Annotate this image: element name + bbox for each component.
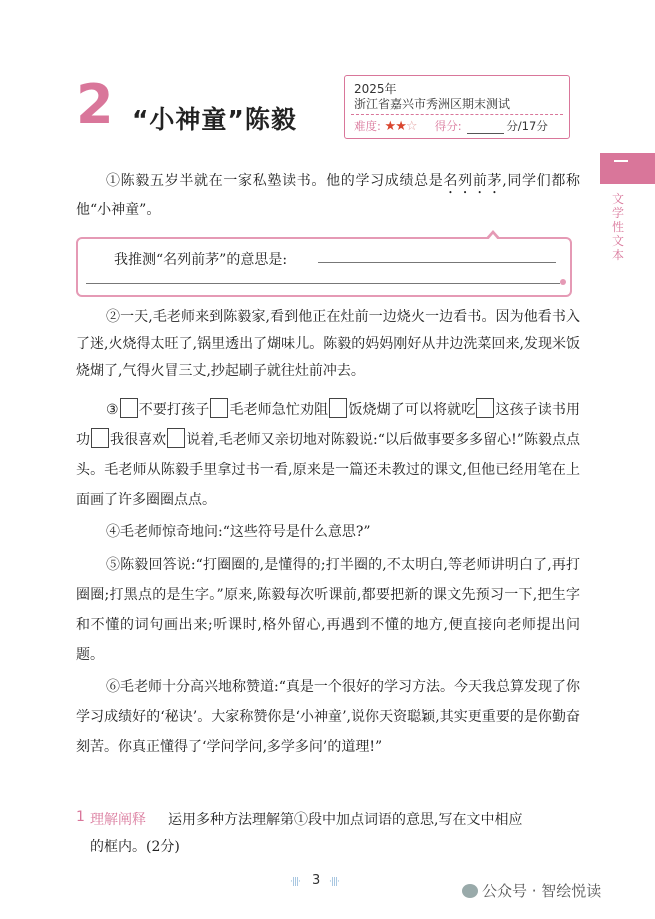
exam-info-box bbox=[344, 75, 570, 139]
exam-name: 浙江省嘉兴市秀洲区期末测试 bbox=[354, 97, 511, 111]
question-text-cont: 的框内。(2分) bbox=[90, 839, 180, 855]
star-filled-icon: ★ bbox=[395, 119, 406, 134]
lesson-title: “小神童”陈毅 bbox=[132, 105, 297, 134]
box-end-dot bbox=[560, 279, 566, 285]
section-tab bbox=[600, 153, 655, 184]
difficulty-stars bbox=[385, 119, 417, 134]
question-tag: 理解阐释 bbox=[90, 812, 146, 828]
punct-blank-2[interactable] bbox=[210, 398, 228, 418]
divider bbox=[351, 114, 563, 115]
punct-blank-6[interactable] bbox=[167, 428, 185, 448]
paragraph-5: ⑤陈毅回答说:“打圈圈的,是懂得的;打半圈的,不太明白,等老师讲明白了,再打圈圈;打黑点的是生字。”原来,陈毅每次听课前,都要把新的课文先预习一下,把生字和不懂的词句画出来;听课时,格外留心,再遇到不懂的地方,便直接向老师提出问题。 bbox=[76, 557, 580, 663]
star-empty-icon: ☆ bbox=[405, 119, 417, 134]
lesson-number: 2 bbox=[76, 73, 114, 136]
wechat-icon bbox=[462, 884, 478, 898]
tab-dash bbox=[614, 160, 628, 162]
p3-num: ③ bbox=[106, 402, 119, 418]
paragraph-3 bbox=[76, 395, 580, 515]
score-total: 分/17分 bbox=[506, 119, 548, 133]
punct-blank-5[interactable] bbox=[91, 428, 109, 448]
inference-prompt: 我推测“名列前茅”的意思是: bbox=[114, 252, 288, 268]
p3-text-f: 我很喜欢 bbox=[110, 432, 167, 448]
answer-line-2[interactable] bbox=[86, 283, 560, 284]
page-deco-left: ·|||· bbox=[290, 877, 300, 887]
score-label: 得分: bbox=[434, 119, 462, 133]
paragraph-1 bbox=[76, 168, 580, 224]
exam-year: 2025年 bbox=[354, 82, 397, 96]
paragraph-4: ④毛老师惊奇地问:“这些符号是什么意思?” bbox=[106, 524, 371, 540]
page-deco-right: ·|||· bbox=[329, 877, 339, 887]
dotted-word: 名列前茅 bbox=[443, 173, 503, 189]
question-text: 运用多种方法理解第①段中加点词语的意思,写在文中相应 bbox=[168, 812, 523, 828]
pointer-arrow-inner bbox=[487, 234, 499, 241]
paragraph-6: ⑥毛老师十分高兴地称赞道:“真是一个很好的学习方法。今天我总算发现了你学习成绩好的‘秘诀’。大家称赞你是‘小神童’,说你天资聪颖,其实更重要的是你勤奋刻苦。你真正懂得了‘学问学问,多学多问’的道理!” bbox=[76, 679, 580, 755]
answer-line-1[interactable] bbox=[318, 262, 556, 263]
inference-box bbox=[76, 237, 572, 297]
p3-text-b: 不要打孩子 bbox=[138, 402, 210, 418]
punct-blank-4[interactable] bbox=[476, 398, 494, 418]
section-label: 文学性文本 bbox=[611, 192, 624, 262]
p3-text-g: 说着,毛老师又亲切地对陈毅说:“以后做事要多多留心!”陈毅点点头。毛老师从陈毅手里拿过书一看,原来是一篇还未教过的课文,但他已经用笔在上面画了许多圈圈点点。 bbox=[76, 432, 581, 508]
punct-blank-1[interactable] bbox=[120, 398, 138, 418]
question-number: 1 bbox=[76, 809, 85, 825]
p1-text-a: ①陈毅五岁半就在一家私塾读书。他的学习成绩总是 bbox=[106, 173, 444, 189]
p3-text-d: 饭烧煳了可以将就吃 bbox=[348, 402, 476, 418]
watermark bbox=[462, 880, 601, 901]
difficulty-label: 难度: bbox=[354, 119, 381, 133]
star-filled-icon: ★ bbox=[384, 119, 396, 134]
p1-text-b: ,同学们都称他“小神童”。 bbox=[76, 173, 581, 218]
p3-text-c: 毛老师急忙劝阻 bbox=[229, 402, 329, 418]
page-number: 3 bbox=[312, 873, 321, 888]
punct-blank-3[interactable] bbox=[329, 398, 347, 418]
score-blank[interactable] bbox=[467, 133, 504, 134]
watermark-text: 公众号 · 智绘悦读 bbox=[482, 882, 602, 900]
p3-text-e: 这孩子读书用功 bbox=[76, 402, 581, 448]
difficulty-row bbox=[354, 118, 548, 134]
paragraph-2: ②一天,毛老师来到陈毅家,看到他正在灶前一边烧火一边看书。因为他看书入了迷,火烧得太旺了,锅里透出了煳味儿。陈毅的妈妈刚好从井边洗菜回来,发现米饭烧煳了,气得火冒三丈,抄起刷子就往灶前冲去。 bbox=[76, 309, 580, 379]
